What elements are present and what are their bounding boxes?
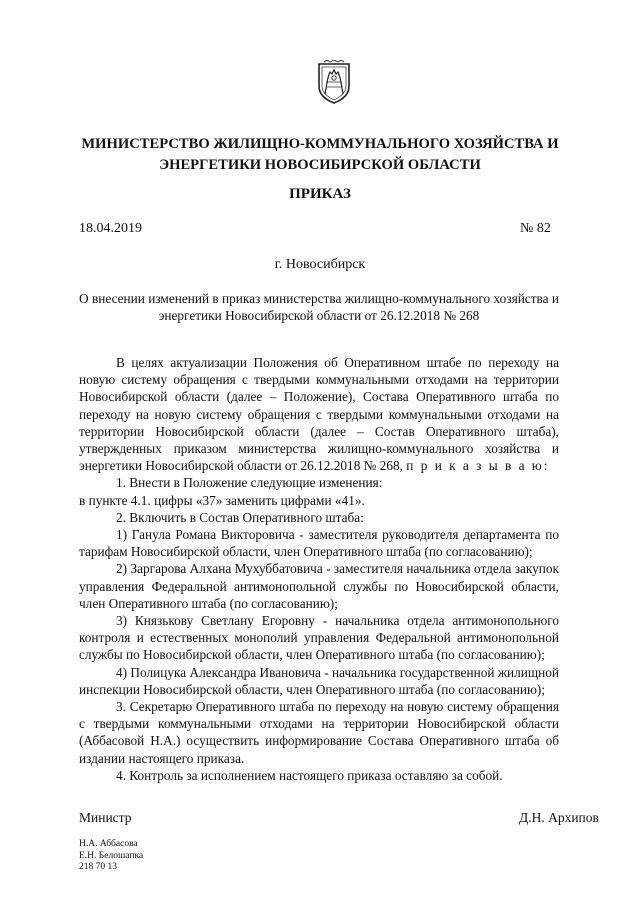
executor-phone: 218 70 13 xyxy=(79,862,117,872)
item-4: 4. Контроль за исполнением настоящего приказа оставляю за собой. xyxy=(116,767,503,783)
document-number: № 82 xyxy=(520,221,551,236)
item-3: 3. Секретарю Оперативного штаба по переходу на новую систему обращения с твердыми коммунальными отходами на территории Новосибирской области (Аббасовой Н.А.) осуществить информирование Состава Оперативного штаба об издании настоящего приказа. xyxy=(79,699,559,766)
coat-of-arms-icon xyxy=(316,60,352,104)
intro-paragraph xyxy=(79,354,559,474)
executor-1: Н.А. Аббасова xyxy=(79,839,138,849)
item-2-4: 4) Полицука Александра Ивановича - начальника государственной жилищной инспекции Новосибирской области, член Оперативного штаба (по согласованию); xyxy=(79,664,559,697)
item-1-detail: в пункте 4.1. цифры «37» заменить цифрами «41». xyxy=(79,492,365,508)
executor-2: Е.Н. Белошапка xyxy=(79,850,144,861)
ministry-title-line2: ЭНЕРГЕТИКИ НОВОСИБИРСКОЙ ОБЛАСТИ xyxy=(159,157,481,173)
document-date: 18.04.2019 xyxy=(79,221,142,236)
item-2-1: 1) Ганула Романа Викторовича - заместителя руководителя департамента по тарифам Новосибирской области, член Оперативного штаба (по согласованию); xyxy=(79,527,559,560)
subject-line1: О внесении изменений в приказ министерства жилищно-коммунального хозяйства и xyxy=(79,291,559,306)
item-1: 1. Внести в Положение следующие изменения: xyxy=(116,475,383,491)
item-2-2: 2) Заргарова Алхана Мухуббатовича - заместителя начальника отдела закупок управления Федеральной антимонопольной службы по Новосибирской области, член Оперативного штаба (по согласованию); xyxy=(79,561,559,611)
item-2-3: 3) Князькову Светлану Егоровну - начальника отдела антимонопольного контроля и естественных монополий управления Федеральной антимонопольной службы по Новосибирской области, член Оперативного штаба (по согласованию); xyxy=(79,613,559,663)
order-word: п р и к а з ы в а ю: xyxy=(406,458,550,474)
subject-line2: энергетики Новосибирской области от 26.12.2018 № 268 xyxy=(158,308,480,323)
document-subject xyxy=(79,290,559,324)
item-2: 2. Включить в Состав Оперативного штаба: xyxy=(116,509,364,525)
ministry-title xyxy=(60,134,580,176)
executors-block xyxy=(79,839,143,874)
document-body xyxy=(79,354,559,784)
signature-title: Министр xyxy=(79,810,132,825)
signature-name: Д.Н. Архипов xyxy=(519,810,599,825)
ministry-title-line1: МИНИСТЕРСТВО ЖИЛИЩНО-КОММУНАЛЬНОГО ХОЗЯЙСТВА И xyxy=(81,136,559,152)
intro-text: В целях актуализации Положения об Оперативном штабе по переходу на новую систему обращения с твердыми коммунальными отходами на территории Новосибирской области (далее – Положение), Состава Оперативного штаба по переходу на новую систему обращения с твердыми коммунальными отходами на территории Новосибирской области (далее – Состав Оперативного штаба), утвержденных приказом министерства жилищно-коммунального хозяйства и энергетики Новосибирской области от 26.12.2018 № 268, xyxy=(79,355,559,474)
document-type: ПРИКАЗ xyxy=(289,186,351,202)
document-city: г. Новосибирск xyxy=(274,257,366,272)
